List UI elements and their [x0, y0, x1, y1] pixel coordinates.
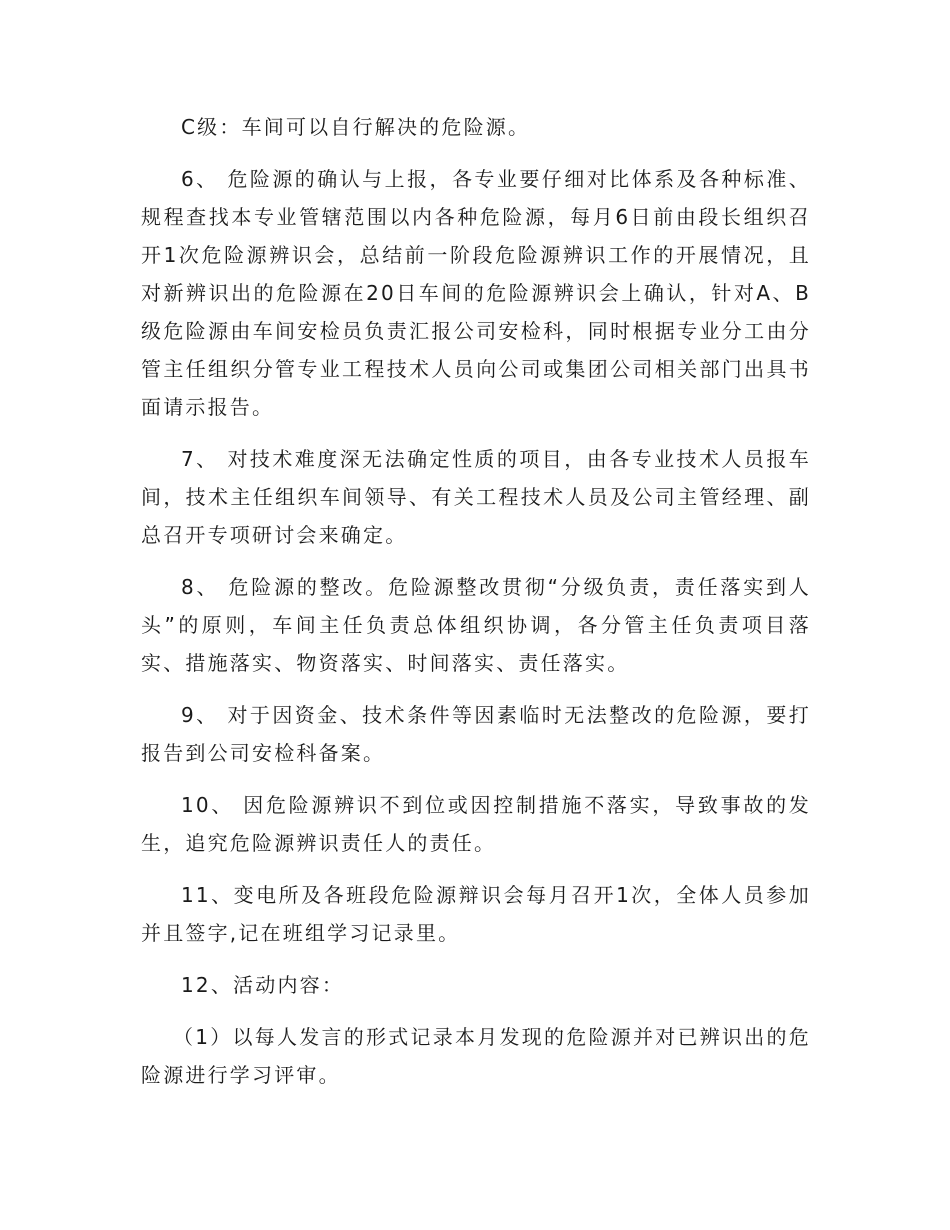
paragraph-item-7: 7、 对技术难度深无法确定性质的项目，由各专业技术人员报车间，技术主任组织车间领导、有关工程技术人员及公司主管经理、副总召开专项研讨会来确定。	[141, 447, 811, 547]
paragraph-subitem-1: （1）以每人发言的形式记录本月发现的危险源并对已辨识出的危险源进行学习评审。	[141, 1025, 811, 1087]
paragraph-item-12: 12、活动内容：	[181, 973, 345, 997]
paragraph-item-8: 8、 危险源的整改。危险源整改贯彻“分级负责，责任落实到人头”的原则，车间主任负责总体组织协调，各分管主任负责项目落实、措施落实、物资落实、时间落实、责任落实。	[141, 575, 811, 675]
document-body	[141, 108, 811, 1108]
paragraph-item-6: 6、 危险源的确认与上报，各专业要仔细对比体系及各种标准、规程查找本专业管辖范围以内各种危险源，每月6日前由段长组织召开1次危险源辨识会，总结前一阶段危险源辨识工作的开展情况，且对新辨识出的危险源在20日车间的危险源辨识会上确认，针对A、B级危险源由车间安检员负责汇报公司安检科，同时根据专业分工由分管主任组织分管专业工程技术人员向公司或集团公司相关部门出具书面请示报告。	[141, 167, 811, 419]
paragraph-item-10: 10、 因危险源辨识不到位或因控制措施不落实，导致事故的发生，追究危险源辨识责任人的责任。	[141, 793, 811, 855]
paragraph-item-9: 9、 对于因资金、技术条件等因素临时无法整改的危险源，要打报告到公司安检科备案。	[141, 703, 811, 765]
paragraph-item-11: 11、变电所及各班段危险源辩识会每月召开1次，全体人员参加并且签字,记在班组学习记录里。	[141, 883, 811, 945]
paragraph-c-level: C级：车间可以自行解决的危险源。	[181, 115, 531, 139]
